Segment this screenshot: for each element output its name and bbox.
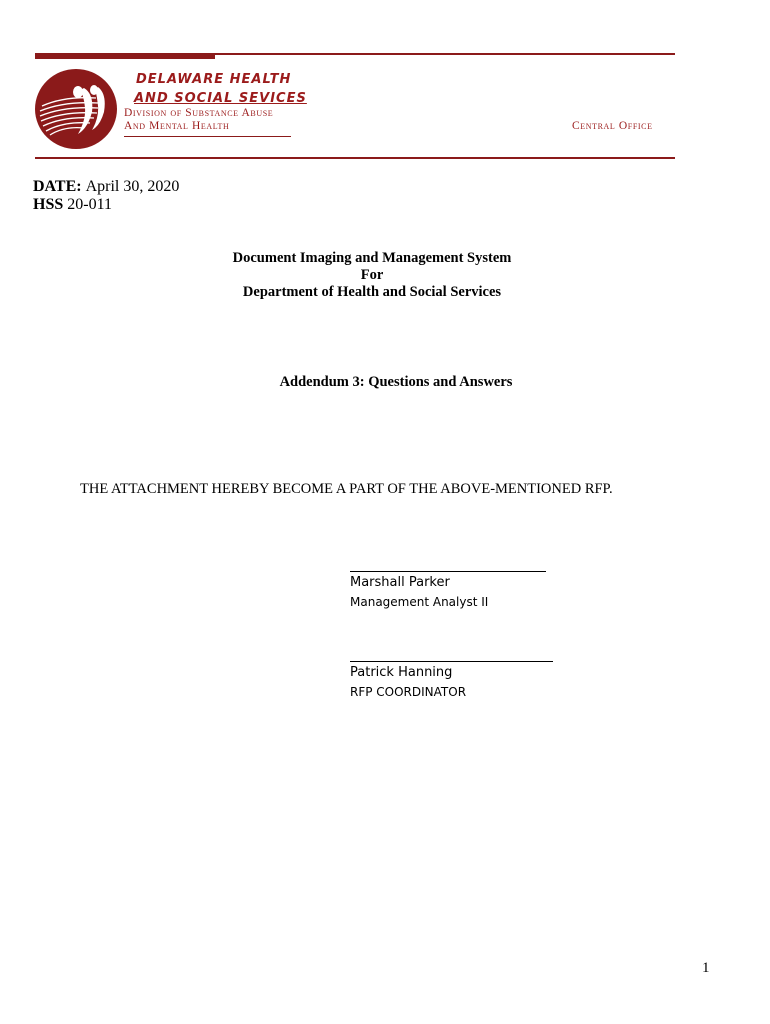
signature-line <box>350 661 553 662</box>
signer-name: Patrick Hanning <box>350 665 453 680</box>
signer-name: Marshall Parker <box>350 575 450 590</box>
letterhead-bottom-rule <box>35 157 675 159</box>
title-line3: Department of Health and Social Services <box>242 284 502 300</box>
title-line2: For <box>360 267 384 283</box>
signer-role: RFP COORDINATOR <box>350 685 467 699</box>
top-rule-thick <box>35 53 215 59</box>
title-line1: Document Imaging and Management System <box>232 250 512 266</box>
hss-line <box>33 196 112 214</box>
page-number: 1 <box>702 960 710 976</box>
org-name-line2: AND SOCIAL SEVICES <box>134 91 307 106</box>
division-line1: Division of Substance Abuse <box>124 107 274 119</box>
hss-label: HSS <box>33 196 64 213</box>
signer-role: Management Analyst II <box>350 595 489 609</box>
org-name-line1: DELAWARE HEALTH <box>136 72 292 87</box>
date-value: April 30, 2020 <box>85 178 180 195</box>
hss-value: 20-011 <box>67 196 112 213</box>
attachment-statement: THE ATTACHMENT HEREBY BECOME A PART OF THE ABOVE-MENTIONED RFP. <box>80 481 613 497</box>
date-label: DATE: <box>33 178 82 195</box>
document-title <box>172 250 572 301</box>
signature-line <box>350 571 546 572</box>
dhss-seal-icon <box>34 68 118 150</box>
office-name: Central Office <box>572 120 653 132</box>
division-line2: And Mental Health <box>124 120 230 132</box>
addendum-title: Addendum 3: Questions and Answers <box>279 374 513 390</box>
top-rule-thin <box>215 53 675 55</box>
division-underline <box>124 136 291 137</box>
date-line <box>33 178 179 196</box>
